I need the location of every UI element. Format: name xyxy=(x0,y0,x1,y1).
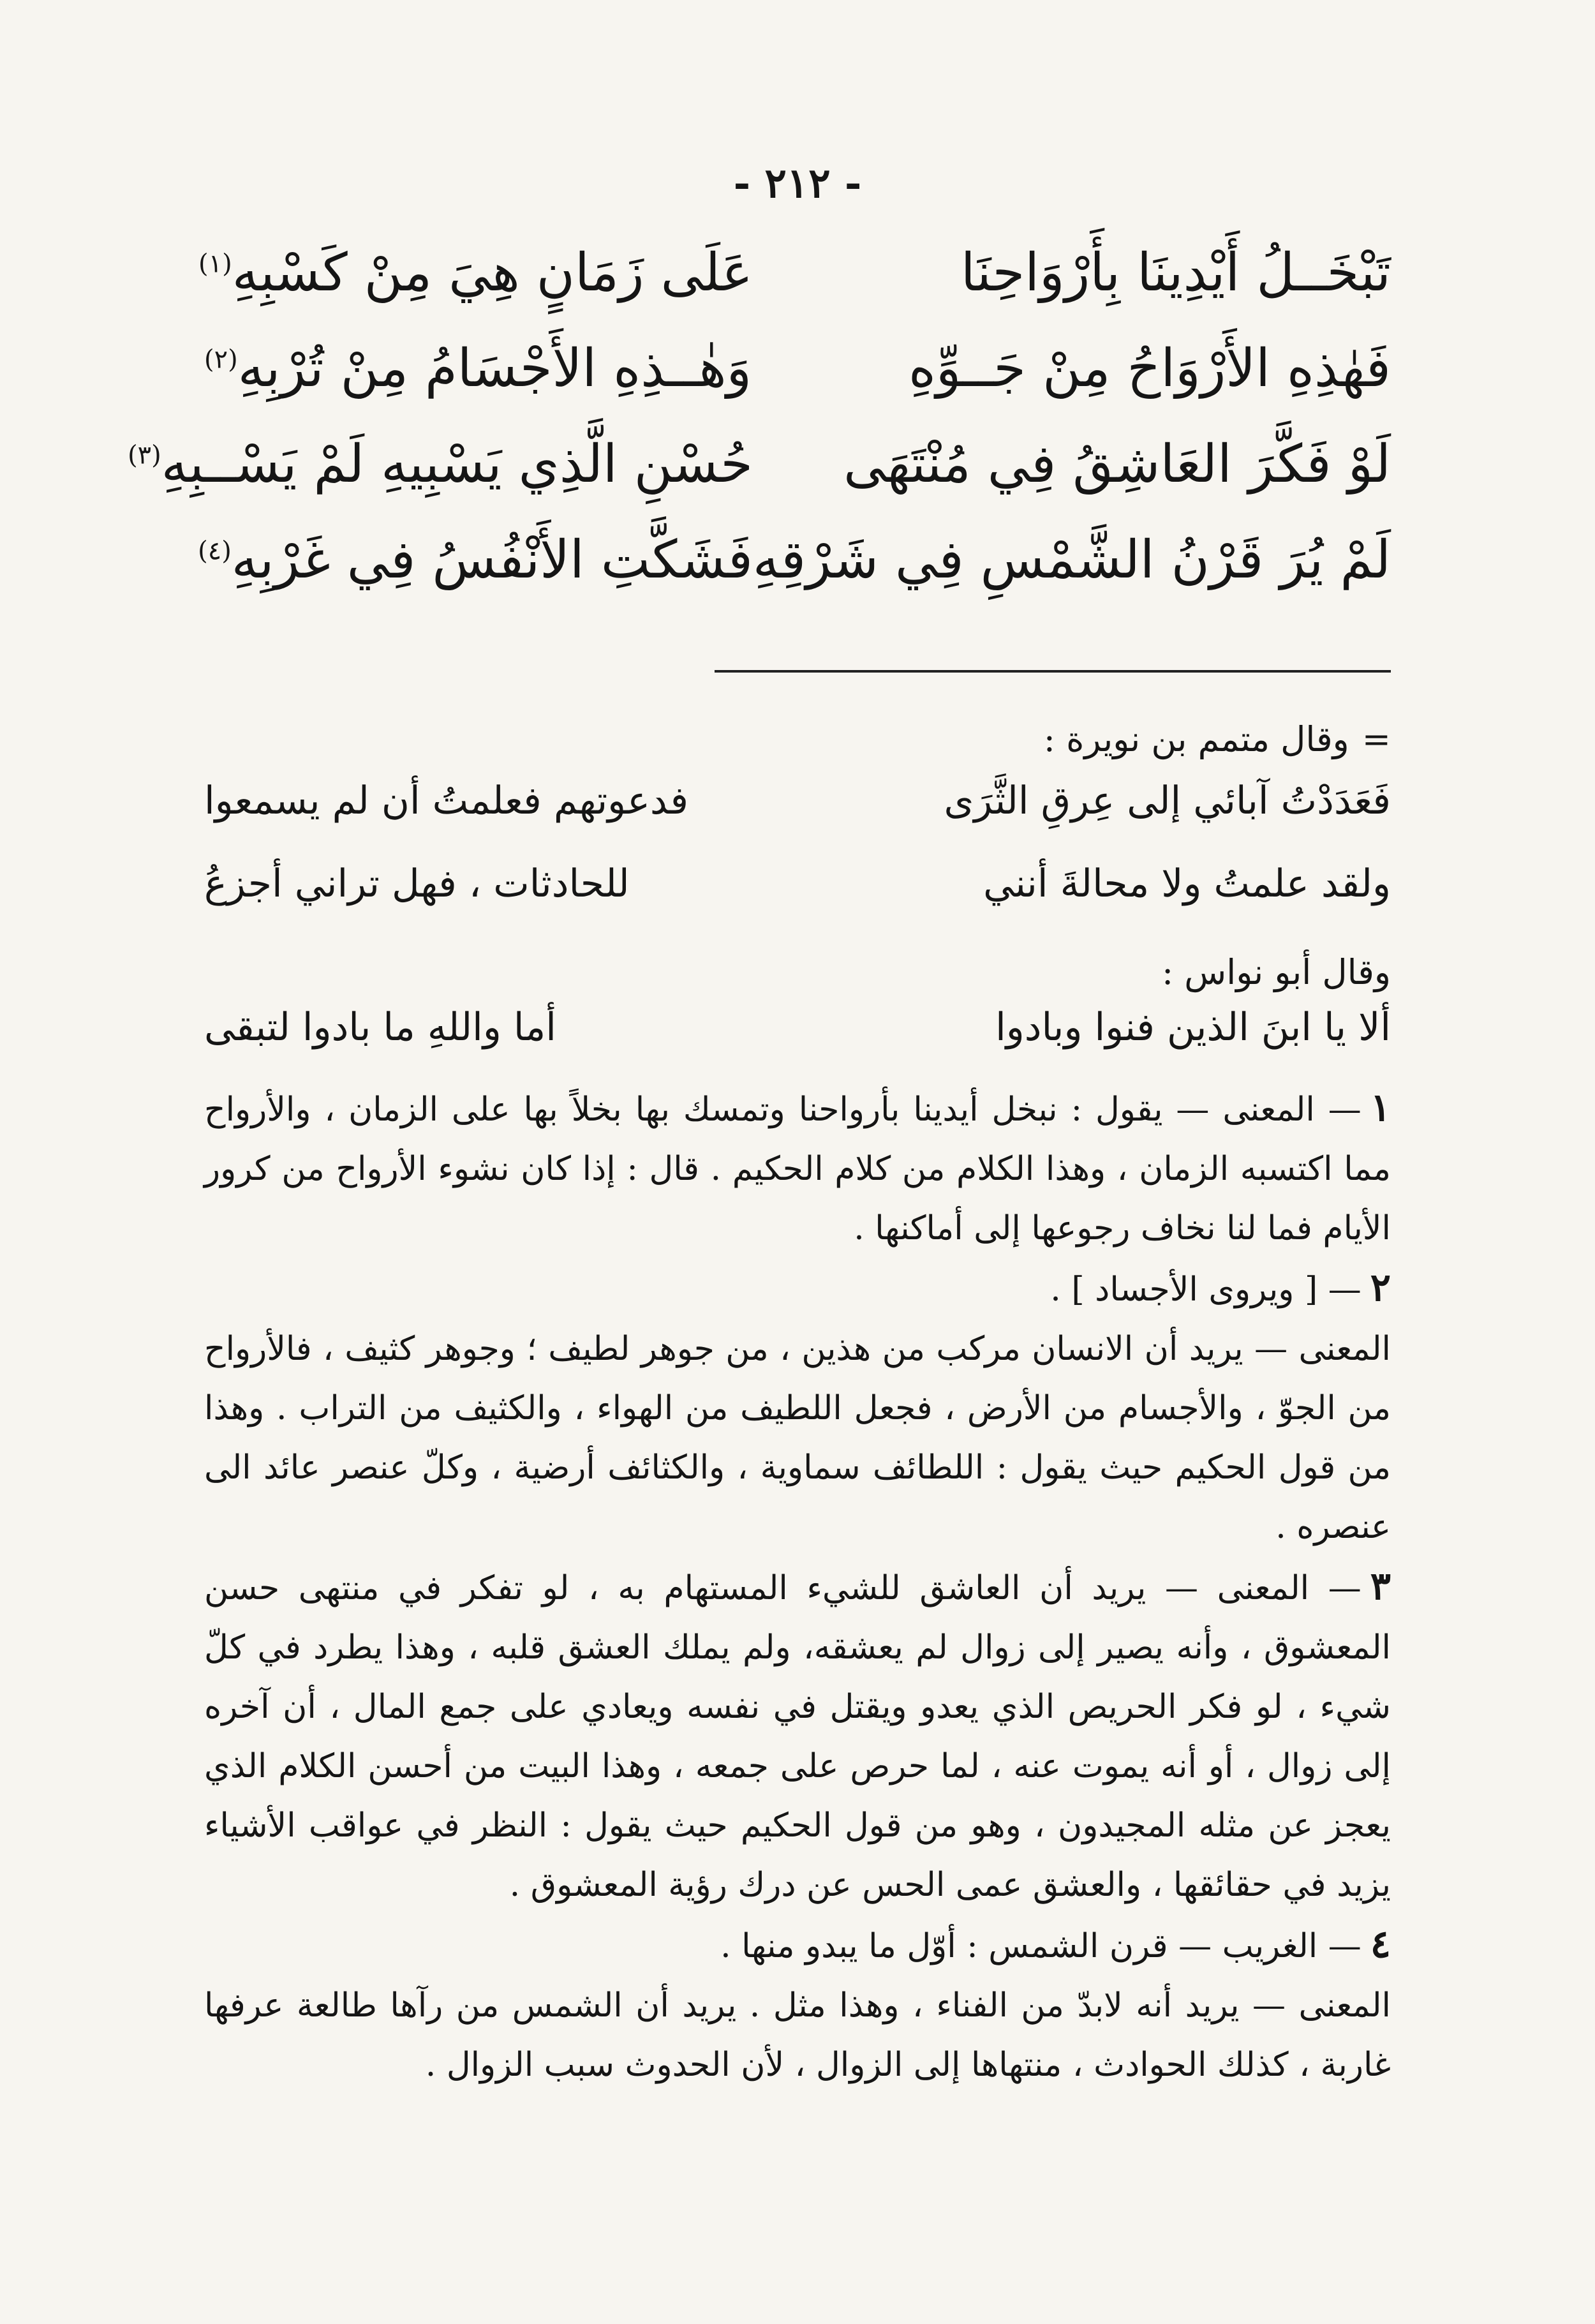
footnote-3 xyxy=(204,1557,1391,1915)
footnote-4-number: ٤ xyxy=(1370,1922,1391,1967)
intro-mutammim-text: وقال متمم بن نويرة : xyxy=(1043,719,1349,759)
footnote-2-meaning-text: المعنى — يريد أن الانسان مركب من هذين ، من جوهر لطيف ؛ وجوهر كثيف ، فالأرواح من الجوّ ، والأجسام من الأرض ، فجعل اللطيف من الهواء ، والكثيف من التراب . وهذا من قول الحكيم حيث يقول : اللطائف سماوية ، والكثائف أرضية ، وكلّ عنصر عائد الى عنصره . xyxy=(204,1330,1391,1546)
footnote-2-text: — [ ويروى الأجساد ] . xyxy=(1050,1270,1361,1309)
verse-2-second-hemistich xyxy=(204,338,753,399)
verse-4-first-hemistich: لَمْ يُرَ قَرْنُ الشَّمْسِ فِي شَرْقِهِ xyxy=(752,530,1391,590)
verse-6 xyxy=(204,861,1391,944)
footnote-mark-4: (٤) xyxy=(198,536,232,566)
continuation-mark: = xyxy=(1361,719,1391,759)
verse-1-first-hemistich: تَبْخَــلُ أَيْدِينَا بِأَرْوَاحِنَا xyxy=(960,242,1391,303)
verse-5-first-hemistich: فَعَدَدْتُ آبائي إلى عِرقِ الثَّرَى xyxy=(944,778,1391,823)
verse-2 xyxy=(204,338,1391,434)
verse-7-second-hemistich: أما واللهِ ما بادوا لتبقى xyxy=(204,1005,556,1050)
footnote-2-meaning xyxy=(204,1320,1391,1557)
separator-rule xyxy=(715,670,1391,673)
poem-abu-nuwas xyxy=(204,1005,1391,1075)
footnote-mark-2: (٢) xyxy=(204,345,238,375)
verse-4-second-text: فَشَكَّتِ الأَنْفُسُ فِي غَرْبِهِ xyxy=(231,530,753,590)
verse-1-second-hemistich xyxy=(198,242,753,303)
verse-4 xyxy=(198,530,1391,625)
poem-main xyxy=(128,242,1391,625)
verse-3-first-hemistich: لَوْ فَكَّرَ العَاشِقُ فِي مُنْتَهَى xyxy=(843,434,1391,495)
verse-2-first-hemistich: فَهٰذِهِ الأَرْوَاحُ مِنْ جَــوِّهِ xyxy=(908,338,1391,399)
footnote-4-text: — الغريب — قرن الشمس : أوّل ما يبدو منها . xyxy=(720,1927,1361,1965)
footnote-3-number: ٣ xyxy=(1370,1564,1391,1609)
page-number: - ٢١٢ - xyxy=(733,160,862,207)
verse-7 xyxy=(204,1005,1391,1075)
verse-6-first-hemistich: ولقد علمتُ ولا محالةَ أنني xyxy=(983,861,1391,906)
footnote-4-meaning-text: المعنى — يريد أنه لابدّ من الفناء ، وهذا مثل . يريد أن الشمس من رآها طالعة عرفها غاربة ، كذلك الحوادث ، منتهاها إلى الزوال ، لأن الحدوث سبب الزوال . xyxy=(204,1986,1391,2084)
verse-7-first-hemistich: ألا يا ابنَ الذين فنوا وبادوا xyxy=(995,1005,1391,1050)
verse-1 xyxy=(198,242,1391,338)
footnote-2-number: ٢ xyxy=(1370,1265,1391,1310)
footnote-1 xyxy=(204,1078,1391,1258)
verse-3-second-hemistich xyxy=(128,434,753,495)
intro-mutammim xyxy=(204,715,1391,764)
verse-6-second-hemistich: للحادثات ، فهل تراني أجزعُ xyxy=(204,861,630,906)
verse-5 xyxy=(204,778,1391,861)
verse-2-second-text: وَهٰــذِهِ الأَجْسَامُ مِنْ تُرْبِهِ xyxy=(237,338,752,399)
footnote-4 xyxy=(204,1915,1391,1976)
verse-4-second-hemistich xyxy=(198,530,753,590)
footnote-4-meaning xyxy=(204,1976,1391,2095)
poem-mutammim xyxy=(204,778,1391,944)
footnotes xyxy=(204,1078,1391,2095)
intro-abu-nuwas: وقال أبو نواس : xyxy=(1161,952,1391,992)
footnote-2 xyxy=(204,1258,1391,1320)
verse-1-second-text: عَلَى زَمَانٍ هِيَ مِنْ كَسْبِهِ xyxy=(232,242,753,303)
footnote-mark-3: (٣) xyxy=(128,440,161,470)
footnote-mark-1: (١) xyxy=(198,249,232,279)
verse-3-second-text: حُسْنِ الَّذِي يَسْبِيهِ لَمْ يَسْــبِهِ xyxy=(161,434,753,495)
verse-5-second-hemistich: فدعوتهم فعلمتُ أن لم يسمعوا xyxy=(204,778,689,823)
footnote-3-text: — المعنى — يريد أن العاشق للشيء المستهام به ، لو تفكر في منتهى حسن المعشوق ، وأنه يصير إلى زوال لم يعشقه، ولم يملك العشق قلبه ، وهذا يطرد في كلّ شيء ، لو فكر الحريص الذي يعدو ويقتل في نفسه ويعادي على جمع المال ، أن آخره إلى زوال ، أو أنه يموت عنه ، لما حرص على جمعه ، وهذا البيت من أحسن الكلام الذي يعجز عن مثله المجيدون ، وهو من قول الحكيم حيث يقول : النظر في عواقب الأشياء يزيد في حقائقها ، والعشق عمى الحس عن درك رؤية المعشوق . xyxy=(204,1569,1391,1904)
footnote-1-text: — المعنى — يقول : نبخل أيدينا بأرواحنا وتمسك بها بخلاً بها على الزمان ، والأرواح مما اكتسبه الزمان ، وهذا الكلام من كلام الحكيم . قال : إذا كان نشوء الأرواح من كرور الأيام فما لنا نخاف رجوعها إلى أماكنها . xyxy=(204,1091,1391,1248)
footnote-1-number: ١ xyxy=(1370,1085,1391,1130)
verse-3 xyxy=(128,434,1391,530)
